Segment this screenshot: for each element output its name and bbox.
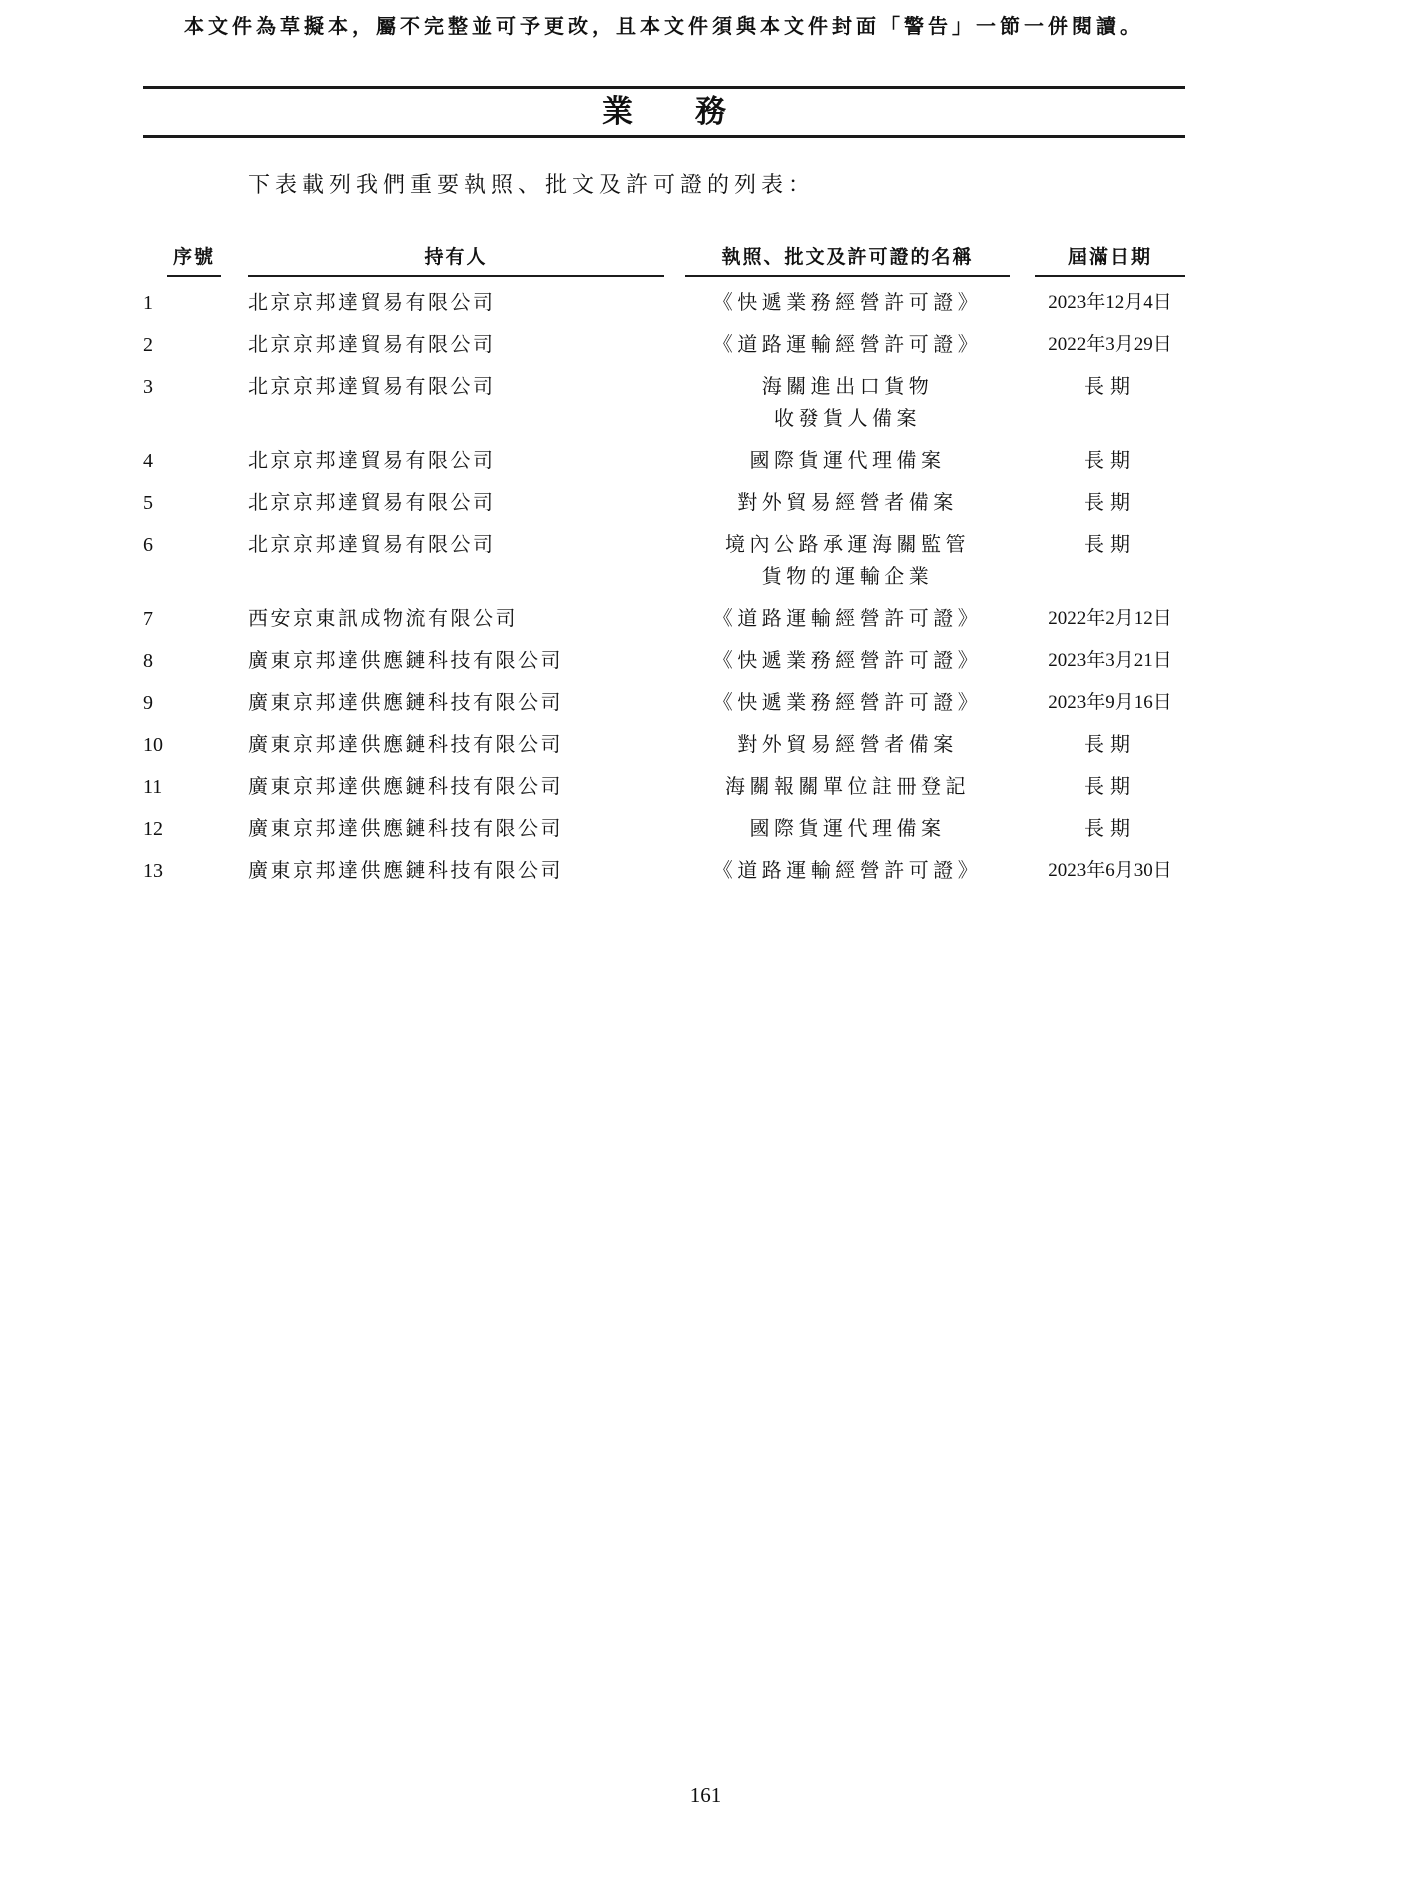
licenses-table xyxy=(143,246,1185,897)
page-number: 161 xyxy=(689,1783,722,1807)
table-row xyxy=(143,729,1185,761)
expiry-date: 長期 xyxy=(1084,492,1136,514)
license-name-line: 海關報關單位註冊登記 xyxy=(725,776,970,798)
col-header-license: 執照、批文及許可證的名稱 xyxy=(685,246,1010,277)
holder-name: 廣東京邦達供應鏈科技有限公司 xyxy=(248,818,563,840)
table-row xyxy=(143,813,1185,845)
row-number: 7 xyxy=(143,608,153,630)
holder-name: 廣東京邦達供應鏈科技有限公司 xyxy=(248,860,563,882)
holder-name: 北京京邦達貿易有限公司 xyxy=(248,534,496,556)
row-number: 1 xyxy=(143,292,153,314)
row-number: 3 xyxy=(143,376,153,398)
col-license xyxy=(685,246,1035,277)
table-row xyxy=(143,855,1185,887)
license-name-line: 境內公路承運海關監管 xyxy=(725,534,970,556)
table-row xyxy=(143,487,1185,519)
license-name-line: 貨物的運輸企業 xyxy=(761,566,934,588)
license-name-line: 《道路運輸經營許可證》 xyxy=(712,608,983,630)
table-body xyxy=(143,287,1185,887)
row-number: 2 xyxy=(143,334,153,356)
expiry-date: 長期 xyxy=(1084,818,1136,840)
row-number: 11 xyxy=(143,776,163,798)
license-name-line: 國際貨運代理備案 xyxy=(749,450,946,472)
table-row xyxy=(143,445,1185,477)
table-row xyxy=(143,529,1185,593)
row-number: 12 xyxy=(143,818,163,840)
col-no xyxy=(143,246,248,277)
license-name xyxy=(685,729,1010,761)
expiry-date: 2023年6月30日 xyxy=(1048,860,1172,881)
license-name-line: 《快遞業務經營許可證》 xyxy=(712,292,983,314)
license-name-line: 《快遞業務經營許可證》 xyxy=(712,650,983,672)
holder-name: 廣東京邦達供應鏈科技有限公司 xyxy=(248,776,563,798)
expiry-date: 長期 xyxy=(1084,376,1136,398)
license-name xyxy=(685,645,1010,677)
title-rule-top xyxy=(143,86,1185,89)
section-title: 業 務 xyxy=(602,94,726,129)
table-row xyxy=(143,287,1185,319)
license-name-line: 對外貿易經營者備案 xyxy=(737,734,958,756)
license-name-line: 《道路運輸經營許可證》 xyxy=(712,334,983,356)
holder-name: 廣東京邦達供應鏈科技有限公司 xyxy=(248,692,563,714)
expiry-date: 2022年2月12日 xyxy=(1048,608,1172,629)
license-name xyxy=(685,813,1010,845)
license-name-line: 海關進出口貨物 xyxy=(761,376,934,398)
holder-name: 廣東京邦達供應鏈科技有限公司 xyxy=(248,650,563,672)
expiry-date: 2023年3月21日 xyxy=(1048,650,1172,671)
license-name xyxy=(685,687,1010,719)
expiry-date: 長期 xyxy=(1084,776,1136,798)
license-name-line: 《快遞業務經營許可證》 xyxy=(712,692,983,714)
col-expiry xyxy=(1035,246,1185,277)
row-number: 5 xyxy=(143,492,153,514)
table-row xyxy=(143,329,1185,361)
license-name xyxy=(685,329,1010,361)
table-row xyxy=(143,645,1185,677)
license-name xyxy=(685,855,1010,887)
expiry-date: 長期 xyxy=(1084,734,1136,756)
table-row xyxy=(143,371,1185,435)
table-row xyxy=(143,603,1185,635)
row-number: 13 xyxy=(143,860,163,882)
holder-name: 北京京邦達貿易有限公司 xyxy=(248,334,496,356)
expiry-date: 長期 xyxy=(1084,450,1136,472)
title-rule-bottom xyxy=(143,135,1185,138)
expiry-date: 2022年3月29日 xyxy=(1048,334,1172,355)
row-number: 4 xyxy=(143,450,153,472)
col-holder xyxy=(248,246,685,277)
holder-name: 北京京邦達貿易有限公司 xyxy=(248,292,496,314)
row-number: 6 xyxy=(143,534,153,556)
holder-name: 北京京邦達貿易有限公司 xyxy=(248,450,496,472)
holder-name: 北京京邦達貿易有限公司 xyxy=(248,376,496,398)
license-name-line: 對外貿易經營者備案 xyxy=(737,492,958,514)
license-name xyxy=(685,487,1010,519)
row-number: 9 xyxy=(143,692,153,714)
table-row xyxy=(143,687,1185,719)
table-row xyxy=(143,771,1185,803)
license-name xyxy=(685,445,1010,477)
license-name xyxy=(685,529,1010,593)
license-name-line: 國際貨運代理備案 xyxy=(749,818,946,840)
draft-disclaimer: 本文件為草擬本，屬不完整並可予更改，且本文件須與本文件封面「警告」一節一併閱讀。 xyxy=(184,16,1144,38)
expiry-date: 2023年12月4日 xyxy=(1048,292,1172,313)
row-number: 10 xyxy=(143,734,163,756)
holder-name: 西安京東訊成物流有限公司 xyxy=(248,608,518,630)
col-header-no: 序號 xyxy=(167,246,221,277)
holder-name: 北京京邦達貿易有限公司 xyxy=(248,492,496,514)
license-name-line: 《道路運輸經營許可證》 xyxy=(712,860,983,882)
license-name xyxy=(685,603,1010,635)
col-header-expiry: 屆滿日期 xyxy=(1035,246,1185,277)
expiry-date: 長期 xyxy=(1084,534,1136,556)
expiry-date: 2023年9月16日 xyxy=(1048,692,1172,713)
table-header xyxy=(143,246,1185,277)
license-name xyxy=(685,771,1010,803)
license-name xyxy=(685,371,1010,435)
license-name-line: 收發貨人備案 xyxy=(774,408,921,430)
intro-text: 下表載列我們重要執照、批文及許可證的列表： xyxy=(248,172,816,197)
holder-name: 廣東京邦達供應鏈科技有限公司 xyxy=(248,734,563,756)
row-number: 8 xyxy=(143,650,153,672)
col-header-holder: 持有人 xyxy=(248,246,664,277)
license-name xyxy=(685,287,1010,319)
